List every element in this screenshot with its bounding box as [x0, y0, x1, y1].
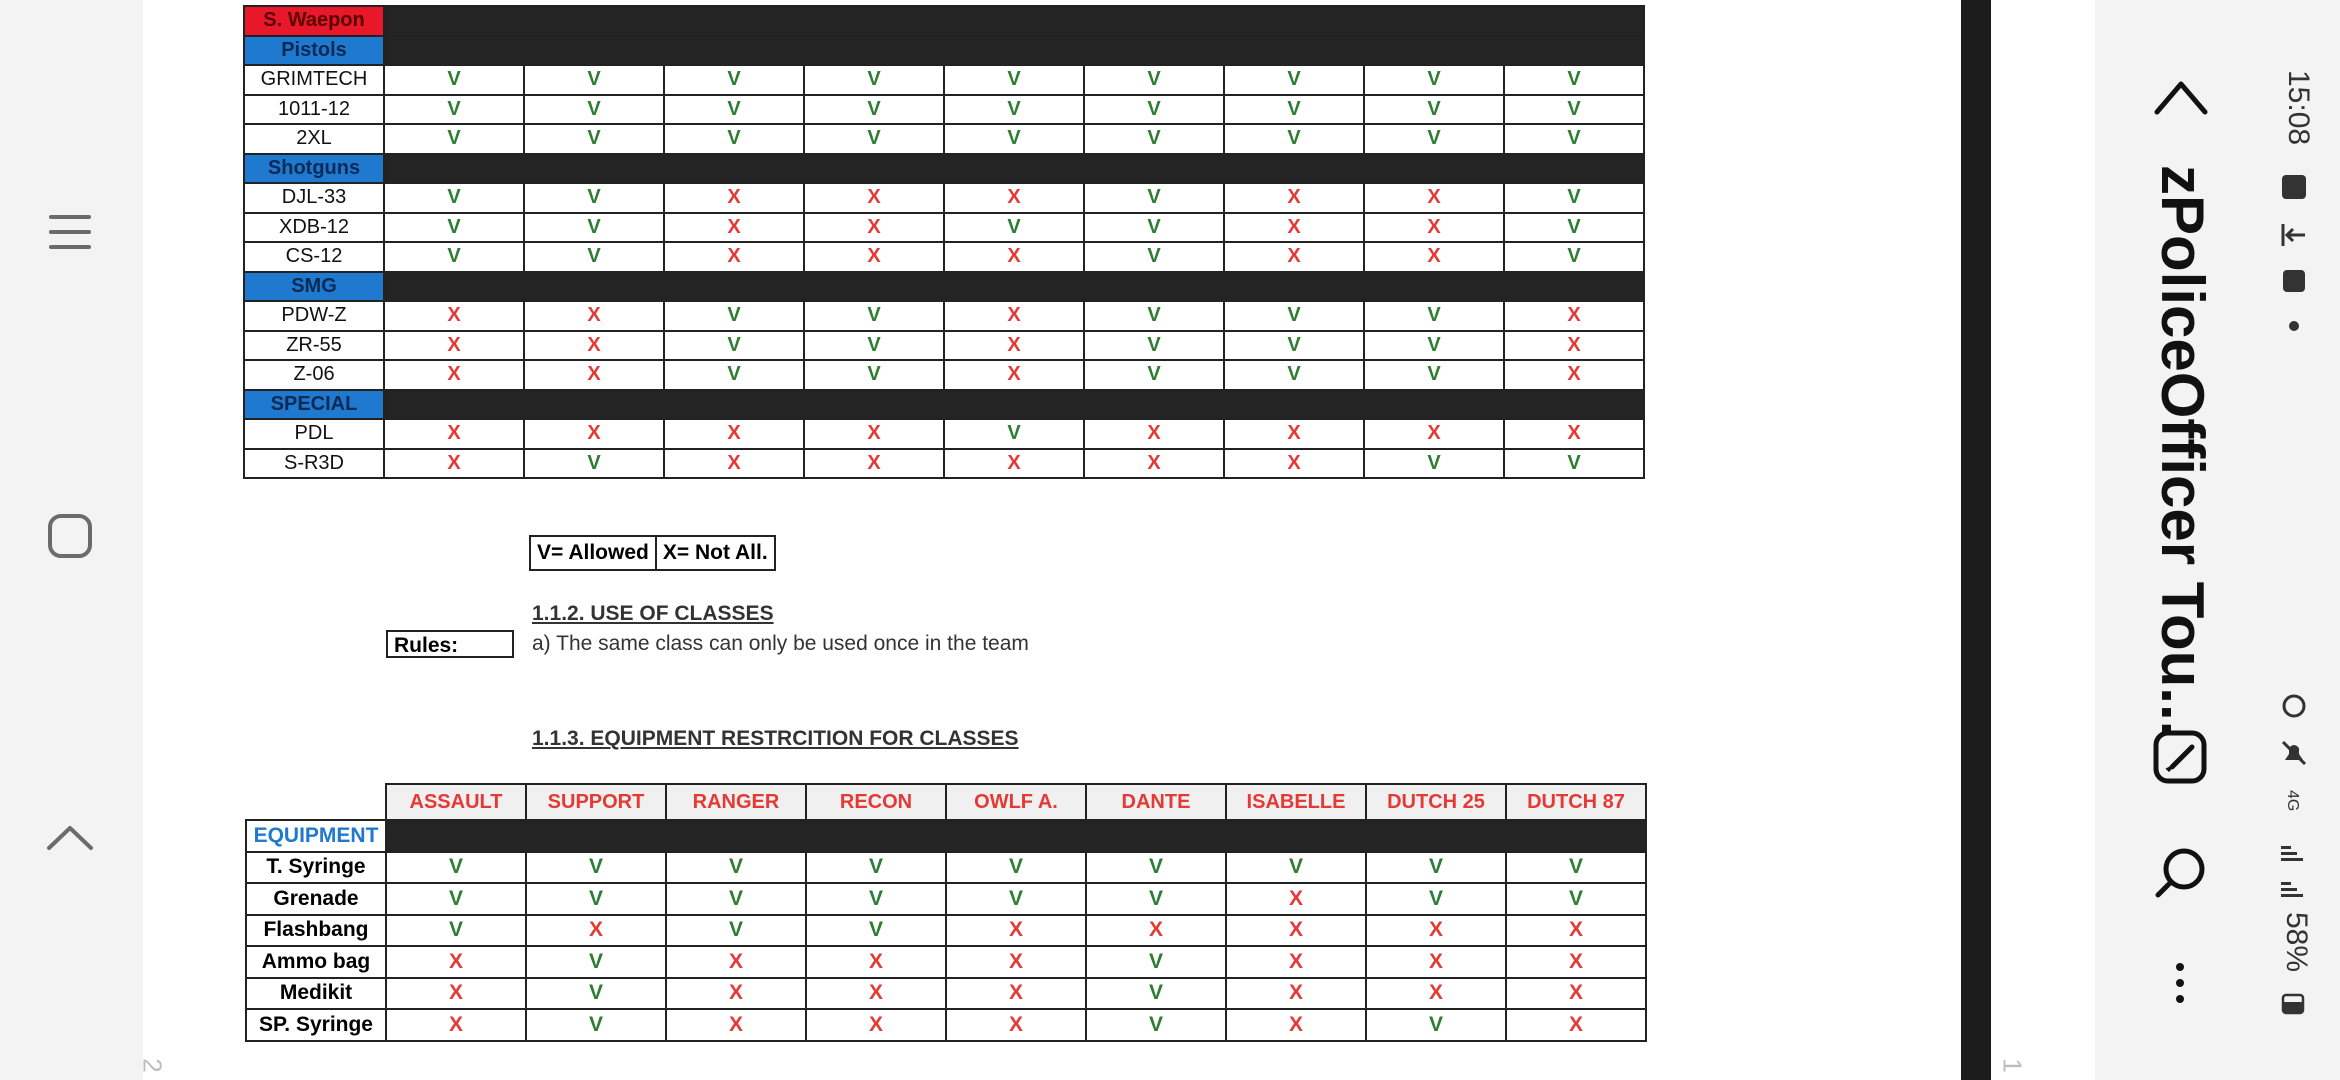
allowed-mark: V	[1366, 852, 1506, 884]
equipment-name: Medikit	[246, 978, 386, 1010]
table-row	[244, 6, 1644, 36]
dark-fill	[384, 6, 1644, 36]
not-allowed-mark: X	[944, 301, 1084, 331]
equipment-row-t-syringe	[246, 852, 1646, 884]
page-number-right: 1	[1997, 1058, 2028, 1073]
not-allowed-mark: X	[524, 419, 664, 449]
allowed-mark: V	[1086, 1009, 1226, 1041]
back-arrow-icon	[2153, 78, 2209, 118]
allowed-mark: V	[666, 883, 806, 915]
weapon-name: Z-06	[244, 360, 384, 390]
not-allowed-mark: X	[944, 360, 1084, 390]
allowed-mark: V	[524, 65, 664, 95]
weapon-name: PDL	[244, 419, 384, 449]
allowed-mark: V	[1086, 946, 1226, 978]
weapon-row-2xl	[244, 124, 1644, 154]
not-allowed-mark: X	[1364, 213, 1504, 243]
home-button[interactable]	[30, 496, 110, 576]
recent-apps-icon	[47, 209, 93, 255]
not-allowed-mark: X	[1504, 301, 1644, 331]
category-row-special	[244, 390, 1644, 420]
not-allowed-mark: X	[1224, 183, 1364, 213]
category-row-shotguns	[244, 154, 1644, 184]
not-allowed-mark: X	[1364, 419, 1504, 449]
class-header-dutch-25: DUTCH 25	[1366, 784, 1506, 820]
allowed-mark: V	[666, 915, 806, 947]
not-allowed-mark: X	[804, 419, 944, 449]
not-allowed-mark: X	[1366, 946, 1506, 978]
allowed-mark: V	[804, 301, 944, 331]
allowed-mark: V	[1504, 65, 1644, 95]
allowed-mark: V	[1364, 95, 1504, 125]
allowed-mark: V	[1366, 883, 1506, 915]
page-divider	[1961, 0, 1991, 1080]
equipment-row-medikit	[246, 978, 1646, 1010]
allowed-mark: V	[1506, 883, 1646, 915]
not-allowed-mark: X	[1506, 978, 1646, 1010]
not-allowed-mark: X	[526, 915, 666, 947]
class-header-ranger: RANGER	[666, 784, 806, 820]
allowed-mark: V	[1084, 213, 1224, 243]
weapons-restriction-table	[243, 5, 1645, 479]
allowed-mark: V	[1504, 124, 1644, 154]
category-label: SMG	[244, 272, 384, 302]
allowed-mark: V	[1084, 183, 1224, 213]
not-allowed-mark: X	[1084, 419, 1224, 449]
allowed-mark: V	[1224, 95, 1364, 125]
allowed-mark: V	[1364, 65, 1504, 95]
not-allowed-mark: X	[1364, 183, 1504, 213]
allowed-mark: V	[806, 852, 946, 884]
allowed-mark: V	[804, 331, 944, 361]
search-icon	[2152, 845, 2208, 901]
allowed-mark: V	[1364, 360, 1504, 390]
not-allowed-mark: X	[1366, 978, 1506, 1010]
allowed-mark: V	[1084, 331, 1224, 361]
not-allowed-mark: X	[1224, 242, 1364, 272]
back-button[interactable]	[30, 798, 110, 878]
s-weapon-label: S. Waepon	[244, 6, 384, 36]
allowed-mark: V	[1504, 449, 1644, 479]
category-label: Shotguns	[244, 154, 384, 184]
not-allowed-mark: X	[1226, 1009, 1366, 1041]
legend-allowed: V= Allowed	[530, 536, 656, 570]
allowed-mark: V	[1224, 301, 1364, 331]
allowed-mark: V	[804, 124, 944, 154]
class-header-owlf-a: OWLF A.	[946, 784, 1086, 820]
not-allowed-mark: X	[384, 360, 524, 390]
allowed-mark: V	[1084, 95, 1224, 125]
legend-not-allowed: X= Not All.	[656, 536, 775, 570]
allowed-mark: V	[1086, 883, 1226, 915]
allowed-mark: V	[526, 978, 666, 1010]
allowed-mark: V	[386, 883, 526, 915]
page-number-left: 2	[137, 1058, 168, 1073]
allowed-mark: V	[664, 65, 804, 95]
not-allowed-mark: X	[944, 242, 1084, 272]
weapon-row-djl-33	[244, 183, 1644, 213]
allowed-mark: V	[384, 65, 524, 95]
allowed-mark: V	[1084, 242, 1224, 272]
not-allowed-mark: X	[1226, 915, 1366, 947]
not-allowed-mark: X	[804, 242, 944, 272]
not-allowed-mark: X	[946, 915, 1086, 947]
not-allowed-mark: X	[1086, 915, 1226, 947]
edit-icon	[2150, 727, 2210, 787]
equipment-row-ammo-bag	[246, 946, 1646, 978]
allowed-mark: V	[806, 915, 946, 947]
allowed-mark: V	[386, 852, 526, 884]
not-allowed-mark: X	[946, 1009, 1086, 1041]
class-header-dante: DANTE	[1086, 784, 1226, 820]
not-allowed-mark: X	[384, 331, 524, 361]
navigation-bar	[0, 0, 143, 1080]
search-button[interactable]	[2145, 838, 2215, 908]
not-allowed-mark: X	[1226, 978, 1366, 1010]
allowed-mark: V	[1224, 360, 1364, 390]
weapon-name: 2XL	[244, 124, 384, 154]
not-allowed-mark: X	[384, 301, 524, 331]
signal-strength-2-icon	[2279, 874, 2309, 904]
category-row-smg	[244, 272, 1644, 302]
not-allowed-mark: X	[946, 978, 1086, 1010]
rule-text: a) The same class can only be used once in the team	[532, 632, 1029, 655]
not-allowed-mark: X	[806, 946, 946, 978]
not-allowed-mark: X	[664, 242, 804, 272]
allowed-mark: V	[1084, 124, 1224, 154]
not-allowed-mark: X	[944, 183, 1084, 213]
not-allowed-mark: X	[666, 946, 806, 978]
allowed-mark: V	[1364, 331, 1504, 361]
network-type: 4G	[2284, 790, 2301, 812]
not-allowed-mark: X	[664, 449, 804, 479]
equipment-name: Ammo bag	[246, 946, 386, 978]
allowed-mark: V	[804, 65, 944, 95]
weapon-row-cs-12	[244, 242, 1644, 272]
weapon-row-pdw-z	[244, 301, 1644, 331]
class-header-assault: ASSAULT	[386, 784, 526, 820]
equipment-row-flashbang	[246, 915, 1646, 947]
allowed-mark: V	[944, 124, 1084, 154]
equipment-name: Grenade	[246, 883, 386, 915]
category-row-pistols	[244, 36, 1644, 66]
app-bar	[2095, 0, 2340, 1080]
weapon-row-xdb-12	[244, 213, 1644, 243]
more-notifications-icon	[2288, 320, 2300, 332]
download-icon	[2279, 220, 2309, 250]
class-header-recon: RECON	[806, 784, 946, 820]
recent-apps-button[interactable]	[30, 192, 110, 272]
allowed-mark: V	[526, 946, 666, 978]
next-page-edge[interactable]	[1991, 0, 2095, 1080]
not-allowed-mark: X	[384, 449, 524, 479]
allowed-mark: V	[1364, 449, 1504, 479]
allowed-mark: V	[1224, 124, 1364, 154]
not-allowed-mark: X	[804, 213, 944, 243]
dark-fill	[384, 36, 1644, 66]
allowed-mark: V	[664, 360, 804, 390]
battery-percent: 58%	[2280, 912, 2313, 973]
weapon-name: GRIMTECH	[244, 65, 384, 95]
allowed-mark: V	[944, 65, 1084, 95]
allowed-mark: V	[664, 301, 804, 331]
not-allowed-mark: X	[664, 419, 804, 449]
not-allowed-mark: X	[1224, 213, 1364, 243]
weapon-row-z-06	[244, 360, 1644, 390]
allowed-mark: V	[946, 883, 1086, 915]
more-vert-icon	[2170, 961, 2190, 1005]
equipment-restriction-table	[245, 783, 1647, 1042]
not-allowed-mark: X	[1224, 449, 1364, 479]
not-allowed-mark: X	[944, 449, 1084, 479]
not-allowed-mark: X	[804, 183, 944, 213]
not-allowed-mark: X	[806, 1009, 946, 1041]
back-arrow-button[interactable]	[2141, 58, 2221, 138]
allowed-mark: V	[1366, 1009, 1506, 1041]
allowed-mark: V	[944, 95, 1084, 125]
equipment-heading: 1.1.3. EQUIPMENT RESTRCITION FOR CLASSES	[532, 727, 1019, 750]
allowed-mark: V	[1504, 183, 1644, 213]
not-allowed-mark: X	[1364, 242, 1504, 272]
not-allowed-mark: X	[524, 301, 664, 331]
not-allowed-mark: X	[1504, 419, 1644, 449]
back-chevron-icon	[45, 818, 95, 858]
allowed-mark: V	[1364, 301, 1504, 331]
not-allowed-mark: X	[1504, 360, 1644, 390]
allowed-mark: V	[1084, 360, 1224, 390]
allowed-mark: V	[1504, 242, 1644, 272]
allowed-mark: V	[386, 915, 526, 947]
weapon-row-s-r3d	[244, 449, 1644, 479]
allowed-mark: V	[806, 883, 946, 915]
equipment-row-grenade	[246, 883, 1646, 915]
allowed-mark: V	[1226, 852, 1366, 884]
allowed-mark: V	[666, 852, 806, 884]
allowed-mark: V	[524, 242, 664, 272]
equipment-name: T. Syringe	[246, 852, 386, 884]
allowed-mark: V	[524, 124, 664, 154]
not-allowed-mark: X	[1506, 1009, 1646, 1041]
allowed-mark: V	[664, 124, 804, 154]
dark-fill	[384, 154, 1644, 184]
allowed-mark: V	[944, 419, 1084, 449]
allowed-mark: V	[526, 883, 666, 915]
allowed-mark: V	[1086, 978, 1226, 1010]
edit-button[interactable]	[2145, 722, 2215, 792]
not-allowed-mark: X	[1504, 331, 1644, 361]
not-allowed-mark: X	[524, 360, 664, 390]
dark-fill	[384, 390, 1644, 420]
not-allowed-mark: X	[664, 183, 804, 213]
weapon-name: PDW-Z	[244, 301, 384, 331]
allowed-mark: V	[524, 183, 664, 213]
weapon-name: DJL-33	[244, 183, 384, 213]
gallery-notification-icon	[2279, 172, 2309, 202]
weapon-name: XDB-12	[244, 213, 384, 243]
allowed-mark: V	[1506, 852, 1646, 884]
allowed-mark: V	[384, 242, 524, 272]
weapon-row-grimtech	[244, 65, 1644, 95]
more-options-button[interactable]	[2155, 958, 2205, 1008]
document-page[interactable]	[137, 0, 1961, 1080]
weapon-row-pdl	[244, 419, 1644, 449]
home-icon	[45, 511, 95, 561]
not-allowed-mark: X	[386, 1009, 526, 1041]
allowed-mark: V	[1086, 852, 1226, 884]
equipment-name: Flashbang	[246, 915, 386, 947]
legend-table	[529, 535, 776, 571]
allowed-mark: V	[1224, 331, 1364, 361]
allowed-mark: V	[524, 213, 664, 243]
class-header-support: SUPPORT	[526, 784, 666, 820]
class-header-isabelle: ISABELLE	[1226, 784, 1366, 820]
equipment-name: SP. Syringe	[246, 1009, 386, 1041]
not-allowed-mark: X	[1506, 915, 1646, 947]
alarm-icon	[2279, 690, 2309, 720]
allowed-mark: V	[664, 331, 804, 361]
table-row	[246, 820, 1646, 852]
not-allowed-mark: X	[384, 419, 524, 449]
battery-icon	[2281, 992, 2307, 1016]
class-header-row	[246, 784, 1646, 820]
category-label: Pistols	[244, 36, 384, 66]
weapon-row-zr-55	[244, 331, 1644, 361]
rules-label: Rules:	[386, 630, 514, 658]
document-title: zPoliceOfficer Tou...	[2149, 165, 2216, 738]
allowed-mark: V	[524, 95, 664, 125]
allowed-mark: V	[384, 213, 524, 243]
not-allowed-mark: X	[524, 331, 664, 361]
not-allowed-mark: X	[946, 946, 1086, 978]
not-allowed-mark: X	[666, 978, 806, 1010]
allowed-mark: V	[1504, 95, 1644, 125]
not-allowed-mark: X	[1366, 915, 1506, 947]
not-allowed-mark: X	[944, 331, 1084, 361]
app-notification-icon	[2279, 266, 2309, 296]
dark-fill	[386, 820, 1646, 852]
allowed-mark: V	[946, 852, 1086, 884]
allowed-mark: V	[384, 183, 524, 213]
allowed-mark: V	[526, 1009, 666, 1041]
not-allowed-mark: X	[1226, 946, 1366, 978]
not-allowed-mark: X	[1506, 946, 1646, 978]
allowed-mark: V	[944, 213, 1084, 243]
allowed-mark: V	[804, 95, 944, 125]
not-allowed-mark: X	[666, 1009, 806, 1041]
not-allowed-mark: X	[804, 449, 944, 479]
allowed-mark: V	[1084, 301, 1224, 331]
allowed-mark: V	[1364, 124, 1504, 154]
not-allowed-mark: X	[806, 978, 946, 1010]
mute-icon	[2279, 738, 2309, 768]
class-header-dutch-87: DUTCH 87	[1506, 784, 1646, 820]
category-label: SPECIAL	[244, 390, 384, 420]
weapon-name: S-R3D	[244, 449, 384, 479]
weapon-name: 1011-12	[244, 95, 384, 125]
allowed-mark: V	[1224, 65, 1364, 95]
not-allowed-mark: X	[386, 978, 526, 1010]
use-of-classes-heading: 1.1.2. USE OF CLASSES	[532, 602, 774, 625]
equipment-row-sp-syringe	[246, 1009, 1646, 1041]
dark-fill	[384, 272, 1644, 302]
allowed-mark: V	[664, 95, 804, 125]
status-time: 15:08	[2282, 70, 2315, 146]
allowed-mark: V	[524, 449, 664, 479]
not-allowed-mark: X	[1226, 883, 1366, 915]
allowed-mark: V	[1084, 65, 1224, 95]
not-allowed-mark: X	[1084, 449, 1224, 479]
allowed-mark: V	[1504, 213, 1644, 243]
allowed-mark: V	[384, 95, 524, 125]
equipment-category-label: EQUIPMENT	[246, 820, 386, 852]
weapon-name: CS-12	[244, 242, 384, 272]
not-allowed-mark: X	[664, 213, 804, 243]
signal-strength-icon	[2279, 838, 2309, 868]
weapon-name: ZR-55	[244, 331, 384, 361]
not-allowed-mark: X	[1224, 419, 1364, 449]
not-allowed-mark: X	[386, 946, 526, 978]
allowed-mark: V	[384, 124, 524, 154]
allowed-mark: V	[526, 852, 666, 884]
weapon-row-1011-12	[244, 95, 1644, 125]
allowed-mark: V	[804, 360, 944, 390]
